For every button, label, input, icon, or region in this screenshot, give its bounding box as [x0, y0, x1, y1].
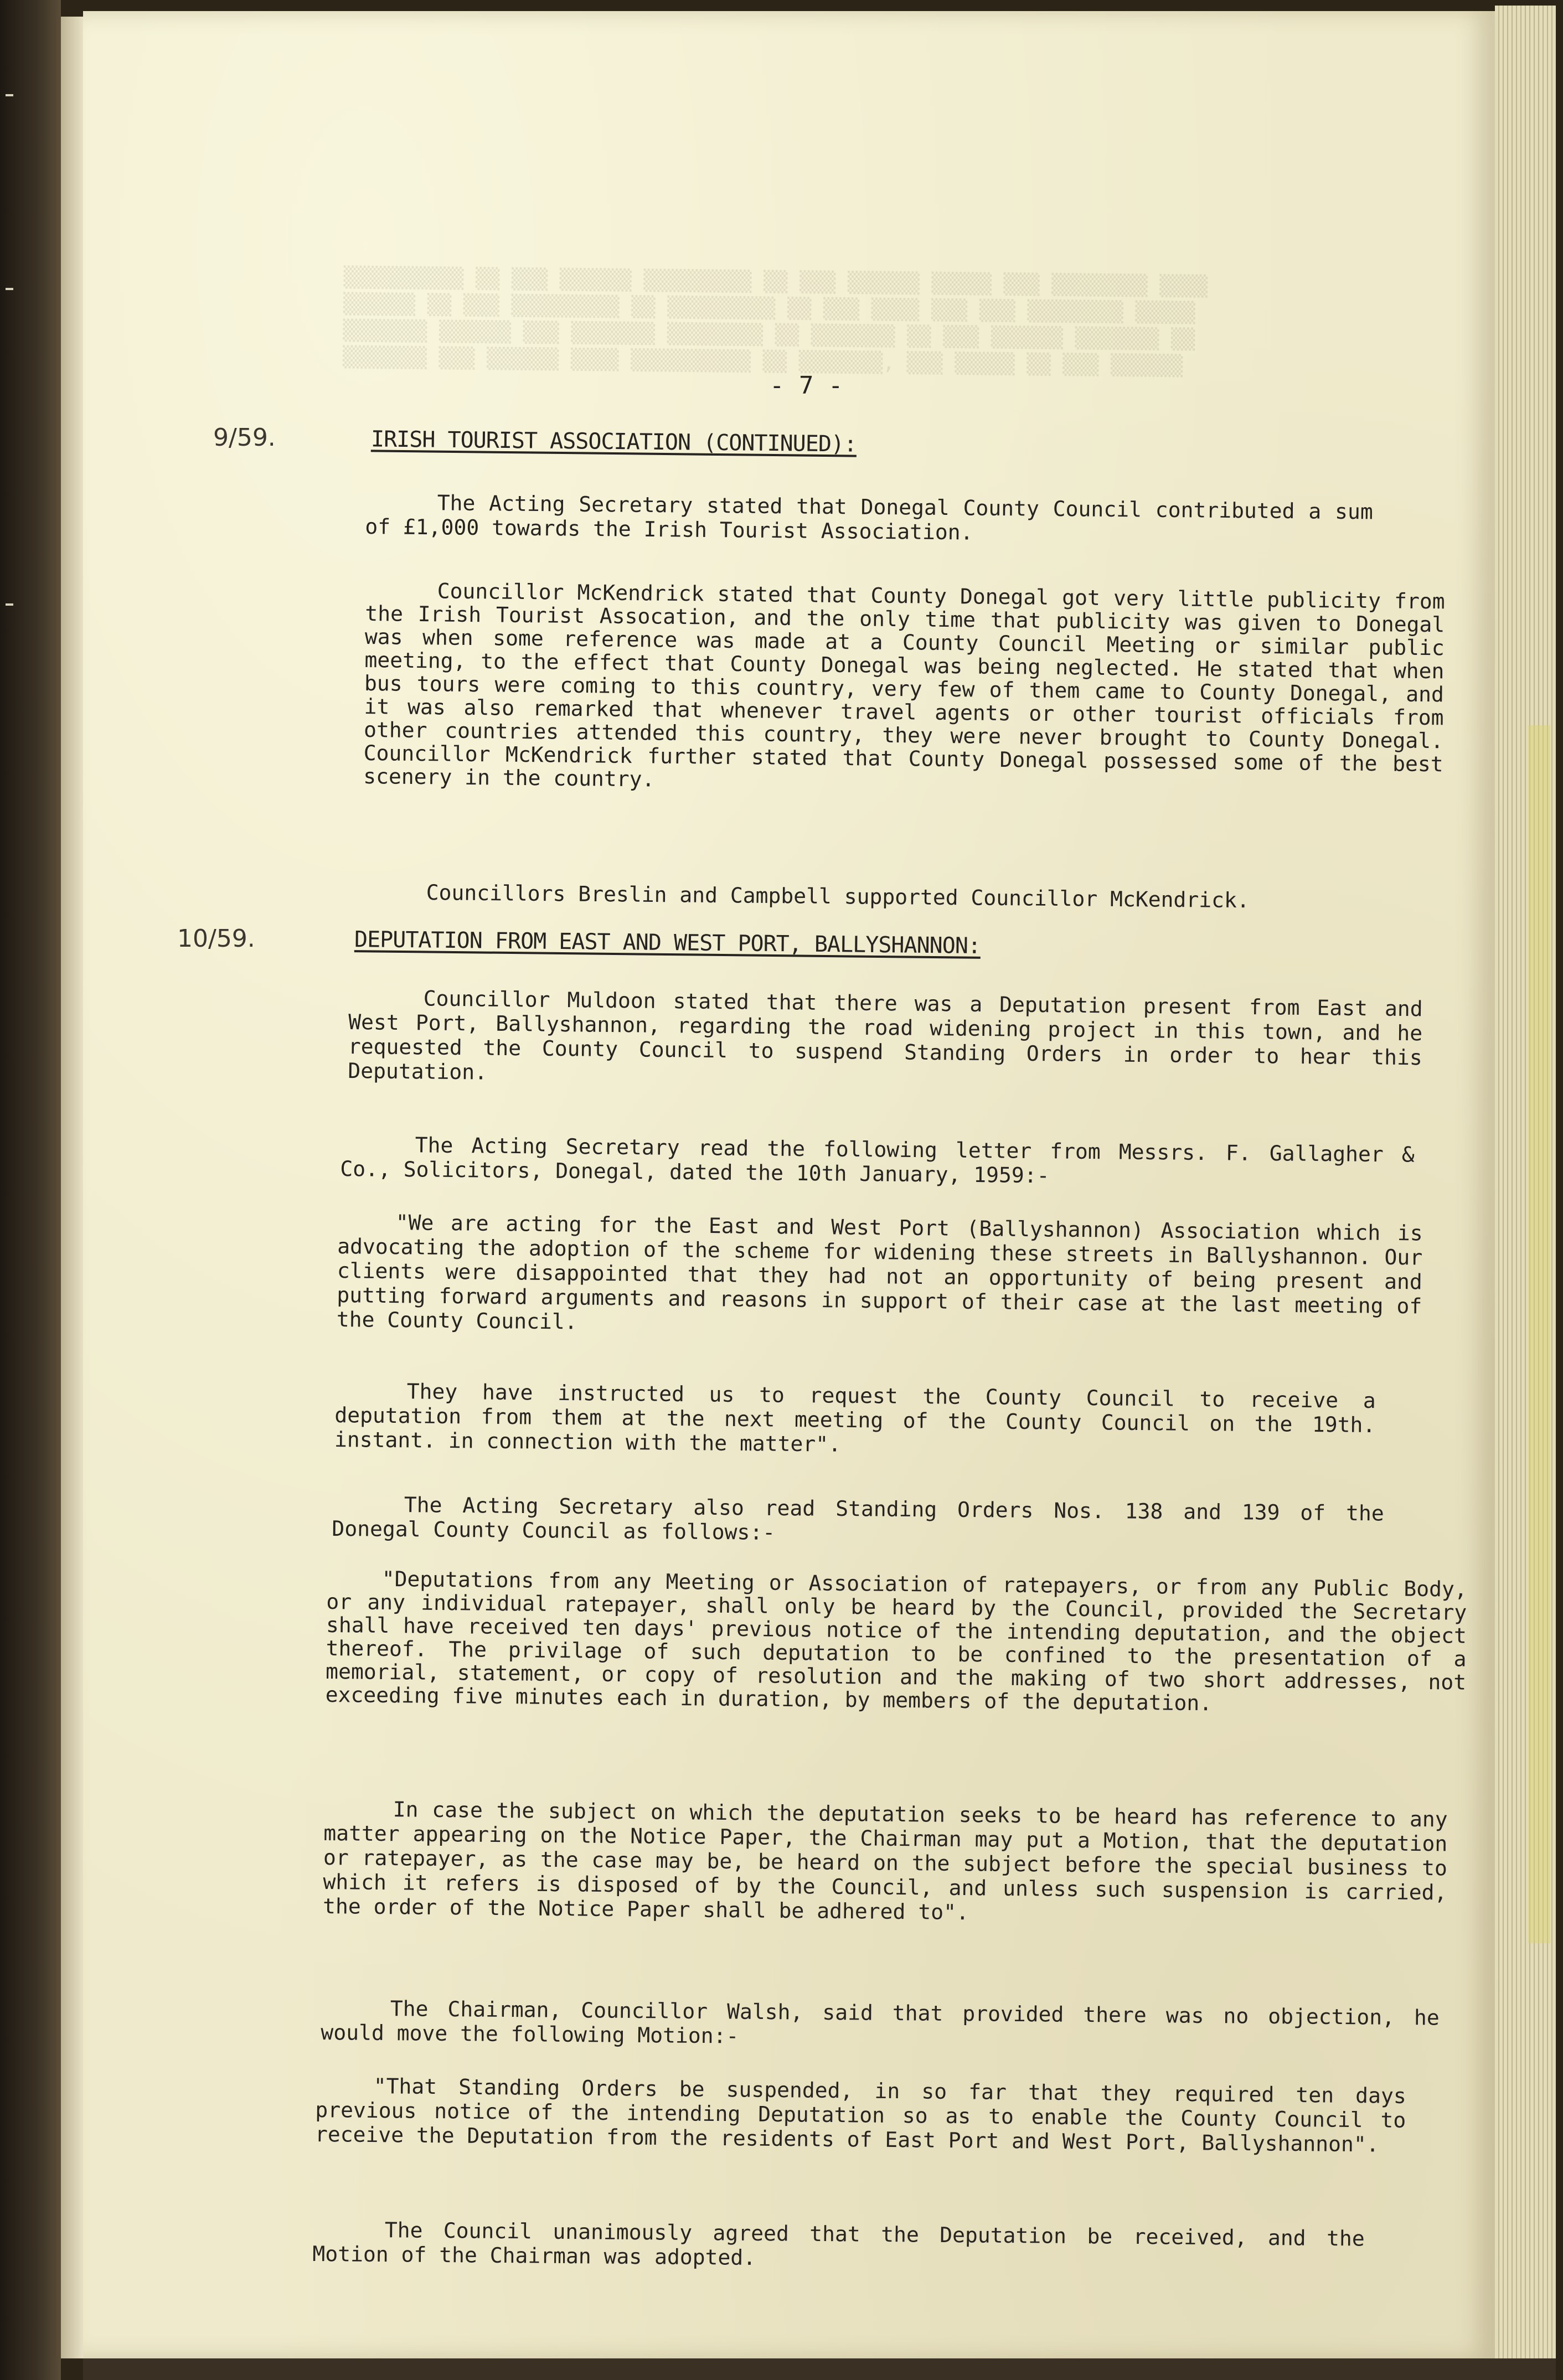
binding-mark [6, 288, 13, 290]
paragraph: The Acting Secretary stated that Donegal County Council contributed a sum of £1,000 towards the Irish Tourist Association. [365, 491, 1373, 545]
minute-number: 9/59. [213, 424, 276, 452]
paragraph: Councillor Muldoon stated that there was a Deputation present from East and West Port, Ballyshannon, regarding the road widening project in this town, and he requested the County Council to suspend Standing Orders in order to hear this Deputation. [348, 986, 1423, 1085]
quoted-letter: They have instructed us to request the County Council to receive a deputation from them at the next meeting of the County Council on the 19th. instant. in connection with the matter". [334, 1379, 1376, 1457]
paragraph: The Acting Secretary also read Standing Orders Nos. 138 and 139 of the Donegal County Council as follows:- [332, 1493, 1384, 1545]
paragraph: Councillors Breslin and Campbell supported Councillor McKendrick. [426, 880, 1250, 913]
paragraph: The Acting Secretary read the following letter from Messrs. F. Gallagher & Co., Solicitors, Donegal, dated the 10th January, 1959:- [340, 1133, 1415, 1188]
quoted-letter: "We are acting for the East and West Port (Ballyshannon) Association which is advocating the adoption of the scheme for widening these streets in Ballyshannon. Our clients were disappointed that they had not an opportunity of being present and putting forward arguments and reasons in support of their case at the last meeting of the County Council. [336, 1210, 1423, 1334]
motion-quote: "That Standing Orders be suspended, in so far that they required ten days previous notice of the intending Deputation so as to enable the County Council to receive the Deputation from the residents of East Port and West Port, Ballyshannon". [314, 2074, 1406, 2157]
section-heading: DEPUTATION FROM EAST AND WEST PORT, BALLYSHANNON: [354, 927, 981, 959]
facing-page-edge [61, 17, 83, 2358]
paragraph: Councillor McKendrick stated that County Donegal got very little publicity from the Irish Tourist Assocation, and the only time that publicity was given to Donegal was when some reference was made at a County Council Meeting or similar public meeting, to the effect that County Donegal was being neglected. He stated that when bus tours were coming to this country, very few of them came to County Donegal, and it was also remarked that whenever travel agents or other tourist officials from other countries attended this country, they were never brought to County Donegal. Councillor McKendrick further stated that County Donegal possessed some of the best scenery in the country. [363, 579, 1445, 792]
binding-mark [6, 94, 13, 96]
standing-orders-quote: In case the subject on which the deputation seeks to be heard has reference to any matter appearing on the Notice Paper, the Chairman may put a Motion, that the deputation or ratepayer, as the case may be, be heard on the subject before the special business to which it refers is disposed of by the Council, and unless such suspension is carried, the order of the Notice Paper shall be adhered to". [322, 1797, 1448, 1925]
book-binding [0, 0, 61, 2380]
binding-mark [6, 603, 13, 606]
paragraph: The Chairman, Councillor Walsh, said that provided there was no objection, he would move the following Motion:- [321, 1996, 1440, 2048]
paragraph: The Council unanimously agreed that the Deputation be received, and the Motion of the Chairman was adopted. [312, 2218, 1365, 2270]
standing-orders-quote: "Deputations from any Meeting or Association of ratepayers, or from any Public Body, or any individual ratepayer, shall only be heard by the Council, provided the Secretary shall have received ten days' previous notice of the intending deputation, and the object thereof. The privilage of such deputation to be confined to the presentation of a memorial, statement, or copy of resolution and the making of two short addresses, not exceeding five minutes each in duration, by members of the deputation. [325, 1566, 1467, 1716]
bleed-through-texture: ▒▒▒▒▒▒▒▒▒▒ ▒▒ ▒▒▒ ▒▒▒▒▒▒ ▒▒▒▒▒▒▒▒▒ ▒▒ ▒▒▒ ▒▒▒▒▒▒ ▒▒▒▒▒ ▒▒▒ ▒▒▒▒▒▒▒▒ ▒▒▒▒ ▒▒▒▒▒▒ ▒▒ ▒▒▒ ▒▒▒▒▒▒▒▒▒ ▒▒ ▒▒▒▒▒▒▒▒▒ ▒▒ ▒▒▒ ▒▒▒▒ ▒▒▒ ▒▒▒ ▒▒▒▒▒▒▒▒ ▒▒▒▒▒ ▒▒▒▒▒▒▒ ▒▒▒▒▒▒ ▒▒▒ ▒▒▒▒▒▒▒ ▒▒▒▒▒▒▒▒ ▒▒ ▒▒▒▒▒▒▒ ▒▒ ▒▒▒ ▒▒▒▒▒▒ ▒▒▒▒▒▒▒ ▒▒ ▒▒▒▒▒▒▒ ▒▒▒ ▒▒▒▒▒▒ ▒▒▒▒ ▒▒▒▒▒▒▒▒▒▒ ▒▒ ▒▒▒▒▒▒▒, ▒▒▒ ▒▒▒▒▒ ▒▒ ▒▒▒ ▒▒▒▒▒▒ [342, 239, 1208, 378]
section-heading: IRISH TOURIST ASSOCIATION (CONTINUED): [370, 426, 857, 457]
page-stack-edge [1495, 6, 1556, 2364]
minute-number: 10/59. [177, 925, 255, 953]
binding-bottom [83, 2358, 1556, 2380]
page-number: - 7 - [770, 371, 843, 400]
